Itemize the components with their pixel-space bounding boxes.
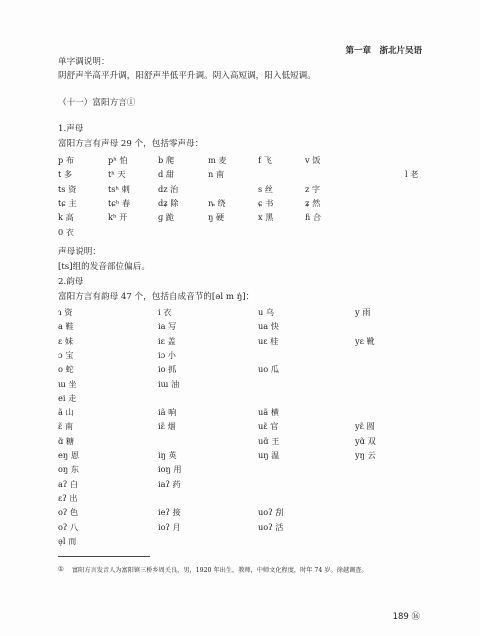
table-cell: uɛ̃ 官 <box>258 421 279 432</box>
table-cell: dʑ 除 <box>158 197 179 208</box>
table-cell: tɕ 主 <box>58 197 77 208</box>
table-row <box>0 479 480 490</box>
table-cell: tsʰ 刺 <box>108 183 130 194</box>
table-cell: pʰ 怕 <box>108 155 128 165</box>
table-cell: ɑ̃ 糖 <box>58 435 75 446</box>
table-cell: uã 横 <box>258 407 279 418</box>
table-cell: y 雨 <box>355 307 371 317</box>
table-cell: uo 瓜 <box>258 364 279 375</box>
table-cell: a 鞋 <box>58 321 74 332</box>
table-cell: ioŋ 用 <box>158 464 182 475</box>
table-cell: ŋ 硬 <box>208 212 225 223</box>
table-cell: u 乌 <box>258 307 275 317</box>
table-cell: ɡ 跪 <box>158 212 175 223</box>
table-cell: yŋ 云 <box>355 450 376 460</box>
table-cell: ieʔ 接 <box>158 507 181 518</box>
table-cell: s 丝 <box>258 183 273 194</box>
table-cell: i 衣 <box>158 307 172 317</box>
table-row <box>0 379 480 390</box>
table-cell: uoʔ 刮 <box>258 507 284 518</box>
table-cell: dz 治 <box>158 183 179 194</box>
table-cell: iɛ̃ 烟 <box>158 421 176 432</box>
table-cell: k 高 <box>58 212 74 223</box>
initials-notes-heading: 声母说明： <box>58 247 101 257</box>
table-cell: o 蛇 <box>58 364 74 375</box>
table-cell: ɿ 资 <box>58 307 73 317</box>
table-cell: z 字 <box>305 183 321 194</box>
table-cell: ȵ 绕 <box>208 197 226 208</box>
table-row <box>0 507 480 518</box>
table-cell: uɑ̃ 王 <box>258 435 280 446</box>
table-row <box>0 536 480 547</box>
table-row <box>0 184 480 195</box>
table-cell: oʔ 色 <box>58 507 79 518</box>
page-number: 189 ⑯ <box>392 612 420 622</box>
table-cell: m 麦 <box>208 155 227 165</box>
table-row <box>0 198 480 209</box>
table-cell: b 爬 <box>158 155 175 165</box>
table-row <box>0 155 480 166</box>
table-cell: yɛ̃ 圆 <box>355 421 375 432</box>
footnote-marker: ① <box>58 565 64 573</box>
running-header: 第一章 浙北片吴语 <box>345 46 422 56</box>
table-row <box>0 393 480 404</box>
table-cell: f 飞 <box>258 155 272 165</box>
table-cell: iɛ 盖 <box>158 335 176 346</box>
tone-notes-text: 阴舒声半高平升调，阳舒声半低平升调。阴入高短调，阳入低短调。 <box>58 71 316 81</box>
table-cell: ia 写 <box>158 321 177 332</box>
table-cell: uoʔ 活 <box>258 521 284 532</box>
table-cell: n 南 <box>208 169 225 180</box>
initials-heading: 1.声母 <box>58 124 84 134</box>
table-cell: iɯ 油 <box>158 378 180 389</box>
table-row <box>0 421 480 432</box>
table-row <box>0 464 480 475</box>
table-row <box>0 436 480 447</box>
table-cell: v 饭 <box>305 155 321 165</box>
table-cell: tʰ 天 <box>108 169 126 180</box>
table-cell: ɦ 合 <box>305 212 322 223</box>
table-row <box>0 321 480 332</box>
table-cell: t 多 <box>58 169 73 180</box>
finals-heading: 2.韵母 <box>58 277 84 287</box>
table-row <box>0 169 480 180</box>
table-cell: ã 山 <box>58 407 74 418</box>
section-title: （十一）富阳方言① <box>58 98 136 108</box>
table-cell: io 抓 <box>158 364 177 375</box>
table-row <box>0 212 480 223</box>
table-cell: aʔ 白 <box>58 478 79 489</box>
table-row <box>0 450 480 461</box>
table-cell: x 黑 <box>258 212 274 223</box>
table-cell: ɛ 妹 <box>58 335 74 346</box>
initials-description: 富阳方言有声母 29 个，包括零声母： <box>58 139 204 149</box>
table-cell: ə̩l 而 <box>58 535 77 546</box>
table-cell: ei 走 <box>58 392 77 403</box>
table-cell: eŋ 恩 <box>58 450 79 460</box>
table-cell: ua 快 <box>258 321 279 332</box>
initials-notes-text: [ts]组的发音部位偏后。 <box>58 262 150 272</box>
table-row <box>0 407 480 418</box>
footnote-text: 富阳方言发音人为富阳镇三桥乡周关良，男，1920 年出生，教师，中师文化程度，时年 74 岁。徐越调查。 <box>72 567 368 574</box>
table-cell: iŋ 英 <box>158 450 177 460</box>
table-row <box>0 227 480 238</box>
table-row <box>0 350 480 361</box>
finals-description: 富阳方言有韵母 47 个，包括自成音节的[əl m ŋ̍]： <box>58 292 255 302</box>
table-cell: iã 响 <box>158 407 177 418</box>
table-cell: ɕ 书 <box>258 197 274 208</box>
table-cell: ʑ 然 <box>305 197 321 208</box>
table-cell: 0 衣 <box>58 226 74 237</box>
table-cell: iɔ 小 <box>158 349 176 360</box>
table-cell: d 甜 <box>158 169 175 180</box>
footnote-rule <box>58 556 150 557</box>
table-cell: p 布 <box>58 155 75 165</box>
table-cell: uŋ 温 <box>258 450 280 460</box>
table-cell: tɕʰ 春 <box>108 197 131 208</box>
table-cell: ɛʔ 出 <box>58 492 78 503</box>
table-row <box>0 307 480 318</box>
table-cell: ɛ̃ 南 <box>58 421 74 432</box>
table-cell: ts 资 <box>58 183 77 194</box>
table-cell: kʰ 开 <box>108 212 128 223</box>
table-cell: oʔ 八 <box>58 521 79 532</box>
table-cell: ɔ 宝 <box>58 349 74 360</box>
table-cell: iaʔ 药 <box>158 478 181 489</box>
table-row <box>0 364 480 375</box>
tone-notes-heading: 单字调说明： <box>58 57 110 67</box>
table-cell: oŋ 东 <box>58 464 79 475</box>
table-row <box>0 336 480 347</box>
table-cell: uɛ 桂 <box>258 335 279 346</box>
table-cell: l 老 <box>405 169 419 180</box>
table-row <box>0 493 480 504</box>
table-row <box>0 522 480 533</box>
table-cell: yɑ̃ 双 <box>355 435 376 446</box>
table-cell: ɯ 坐 <box>58 378 77 389</box>
table-cell: ioʔ 月 <box>158 521 181 532</box>
table-cell: yɛ 靴 <box>355 335 375 346</box>
